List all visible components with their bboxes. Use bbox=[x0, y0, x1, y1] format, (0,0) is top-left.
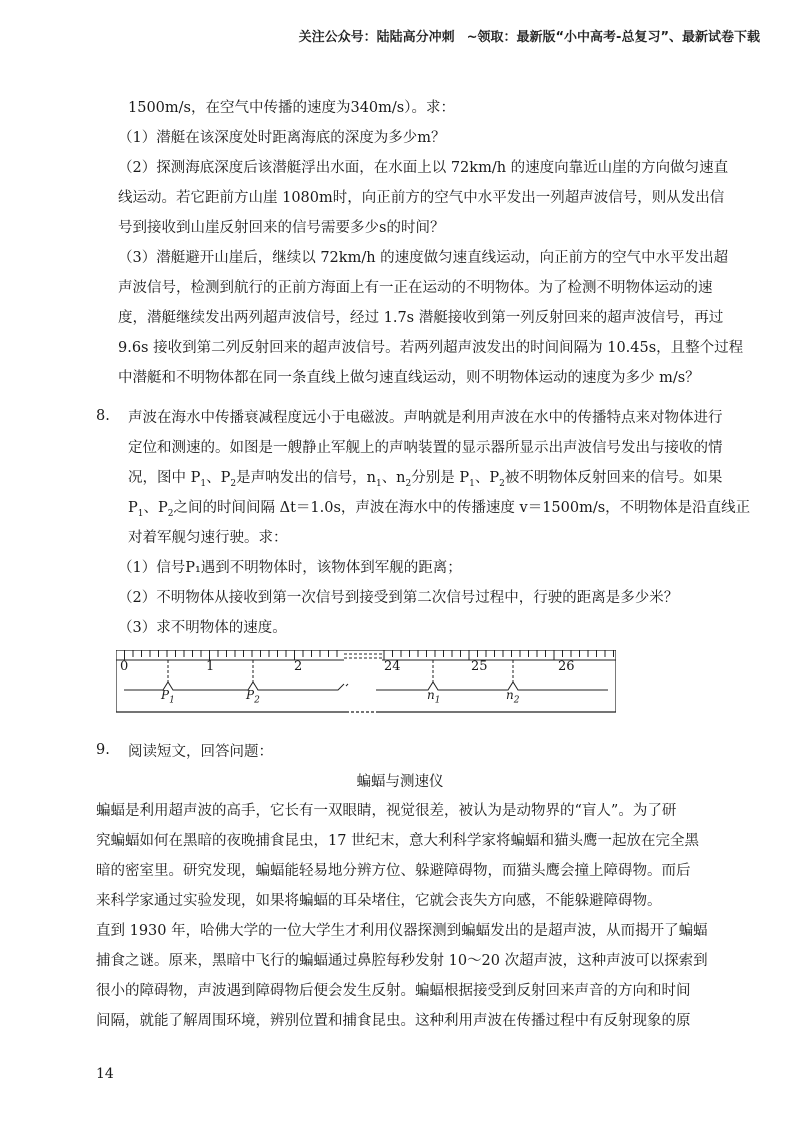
tick-label-24: 24 bbox=[384, 659, 401, 674]
sonar-display-diagram bbox=[116, 650, 616, 712]
passage-line1: 蝙蝠是利用超声波的高手，它长有一双眼睛，视觉很差，被认为是动物界的“盲人”。为了研 bbox=[96, 803, 677, 819]
signal-label-n2: $n_2$ bbox=[506, 688, 520, 706]
q8-sub1: （1）信号P₁遇到不明物体时，该物体到军舰的距离； bbox=[118, 560, 462, 576]
q8-sub3: （3）求不明物体的速度。 bbox=[118, 620, 287, 636]
header-right-text: ~领取：最新版“小中高考-总复习”、最新试卷下载 bbox=[466, 30, 760, 45]
q7-part2-line3: 号到接收到山崖反射回来的信号需要多少s的时间？ bbox=[118, 220, 445, 236]
passage-line8: 间隔，就能了解周围环境，辨别位置和捕食昆虫。这种利用声波在传播过程中有反射现象的原 bbox=[96, 1013, 691, 1029]
signal-label-p1: $P_1$ bbox=[161, 688, 175, 706]
q7-part3-line5: 中潜艇和不明物体都在同一条直线上做匀速直线运动，则不明物体运动的速度为多少 m/s？ bbox=[118, 370, 700, 386]
tick-label-0: 0 bbox=[120, 659, 129, 674]
q8-line1: 声波在海水中传播衰减程度远小于电磁波。声呐就是利用声波在水中的传播特点来对物体进行 bbox=[128, 410, 723, 426]
signal-label-p2: $P_2$ bbox=[246, 688, 260, 706]
q8-sub2: （2）不明物体从接收到第一次信号到接受到第二次信号过程中，行驶的距离是多少米？ bbox=[118, 590, 679, 606]
q8-line3: 况，图中 $P_1$、$P_2$是声呐发出的信号，$n_1$、$n_2$分别是 $P_1$、$P_2$被不明物体反射回来的信号。如果 bbox=[128, 470, 723, 489]
q8-number: 8. bbox=[96, 408, 110, 424]
q8-line2: 定位和测速的。如图是一艘静止军舰上的声呐装置的显示器所显示出声波信号发出与接收的情 bbox=[128, 440, 723, 456]
page-header bbox=[110, 26, 760, 45]
q7-part3-line4: 9.6s 接收到第二列反射回来的超声波信号。若两列超声波发出的时间间隔为 10.45s，且整个过程 bbox=[118, 340, 744, 356]
q7-part3-line2: 声波信号，检测到航行的正前方海面上有一正在运动的不明物体。为了检测不明物体运动的速 bbox=[118, 280, 713, 296]
tick-label-1: 1 bbox=[206, 659, 215, 674]
passage-line7: 很小的障碍物，声波遇到障碍物后便会发生反射。蝙蝠根据接受到反射回来声音的方向和时间 bbox=[96, 983, 691, 999]
q9-number: 9. bbox=[96, 742, 110, 758]
q8-line5: 对着军舰匀速行驶。求： bbox=[128, 530, 288, 546]
passage-line6: 捕食之谜。原来，黑暗中飞行的蝙蝠通过鼻腔每秒发射 10～20 次超声波，这种声波可以探索到 bbox=[96, 953, 708, 969]
q7-part2-line1: （2）探测海底深度后该潜艇浮出水面，在水面上以 72km/h 的速度向靠近山崖的方向做匀速直 bbox=[118, 160, 729, 176]
sonar-display-frame bbox=[116, 650, 616, 714]
q7-line0: 1500m/s，在空气中传播的速度为340m/s）。求： bbox=[128, 100, 455, 116]
passage-line3: 暗的密室里。研究发现，蝙蝠能轻易地分辨方位、躲避障碍物，而猫头鹰会撞上障碍物。而后 bbox=[96, 863, 691, 879]
page-number: 14 bbox=[96, 1066, 114, 1082]
q9-intro: 阅读短文，回答问题： bbox=[128, 744, 273, 760]
q7-part3-line3: 度，潜艇继续发出两列超声波信号，经过 1.7s 潜艇接收到第一列反射回来的超声波信号，再过 bbox=[118, 310, 724, 326]
q7-part2-line2: 线运动。若它距前方山崖 1080m时，向正前方的空气中水平发出一列超声波信号，则从发出信 bbox=[118, 190, 725, 206]
tick-label-2: 2 bbox=[294, 659, 303, 674]
passage-title: 蝙蝠与测速仪 bbox=[356, 774, 444, 790]
tick-label-26: 26 bbox=[558, 659, 575, 674]
signal-label-n1: $n_1$ bbox=[427, 688, 441, 706]
passage-line2: 究蝙蝠如何在黑暗的夜晚捕食昆虫，17 世纪末，意大利科学家将蝙蝠和猫头鹰一起放在完全黑 bbox=[96, 833, 700, 849]
passage-line5: 直到 1930 年，哈佛大学的一位大学生才利用仪器探测到蝙蝠发出的是超声波，从而揭开了蝙蝠 bbox=[96, 923, 708, 939]
q8-line4: $P_1$、$P_2$之间的时间间隔 Δt＝1.0s，声波在海水中的传播速度 v＝1500m/s，不明物体是沿直线正 bbox=[128, 500, 751, 519]
q7-part3-line1: （3）潜艇避开山崖后，继续以 72km/h 的速度做匀速直线运动，向正前方的空气中水平发出超 bbox=[118, 250, 729, 266]
tick-label-25: 25 bbox=[471, 659, 488, 674]
q7-part1: （1）潜艇在该深度处时距离海底的深度为多少m？ bbox=[118, 130, 446, 146]
passage-line4: 来科学家通过实验发现，如果将蝙蝠的耳朵堵住，它就会丧失方向感，不能躲避障碍物。 bbox=[96, 893, 662, 909]
header-left-text: 关注公众号：陆陆高分冲刺 bbox=[298, 30, 455, 45]
